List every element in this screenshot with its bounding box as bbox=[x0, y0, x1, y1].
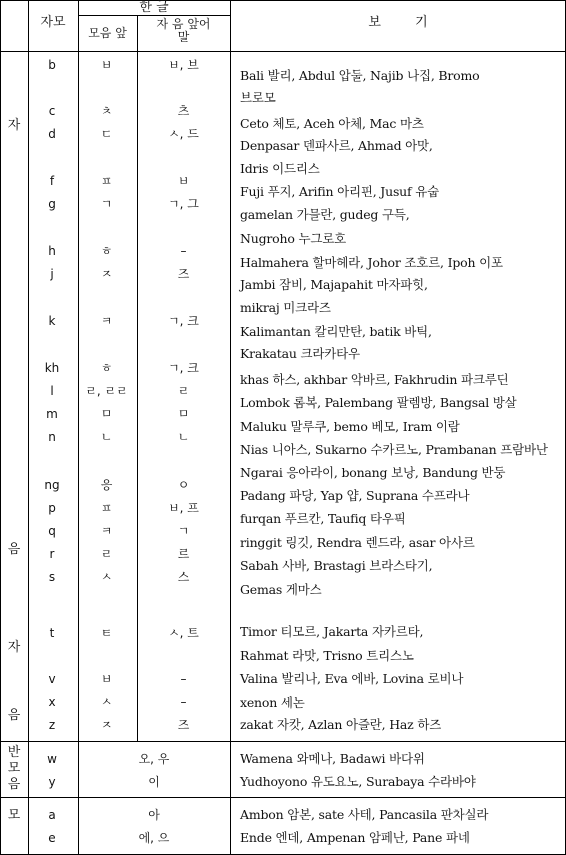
example-line: Wamena 와메나, Badawi 바다위 bbox=[240, 751, 425, 766]
before-vowel-z: ㅈ bbox=[100, 718, 113, 732]
jamo-t: t bbox=[49, 626, 55, 640]
jamo-v: v bbox=[48, 672, 56, 686]
before-vowel-q: ㅋ bbox=[100, 524, 113, 538]
hangul-y: 이 bbox=[148, 775, 160, 789]
not-before-vowel-ng: ㅇ bbox=[177, 478, 190, 492]
jamo-d: d bbox=[48, 127, 56, 141]
not-before-vowel-j: 즈 bbox=[177, 267, 190, 281]
category-ja-2: 자 bbox=[7, 640, 21, 655]
before-vowel-n: ㄴ bbox=[100, 430, 113, 444]
example-line: Gemas 게마스 bbox=[240, 582, 322, 597]
example-line: Ceto 체토, Aceh 아체, Mac 마츠 bbox=[240, 116, 424, 131]
example-line: Padang 파당, Yap 얍, Suprana 수프라나 bbox=[240, 488, 470, 503]
header-jamo: 자모 bbox=[40, 15, 66, 30]
before-vowel-kh: ㅎ bbox=[100, 361, 113, 375]
jamo-y: y bbox=[48, 775, 56, 789]
example-line: Jambi 잠비, Majapahit 마자파힛, bbox=[240, 277, 428, 292]
jamo-b: b bbox=[48, 58, 56, 72]
before-vowel-x: ㅅ bbox=[100, 695, 113, 709]
before-vowel-k: ㅋ bbox=[100, 314, 113, 328]
not-before-vowel-kh: ㄱ, 크 bbox=[168, 361, 199, 375]
jamo-q: q bbox=[48, 524, 56, 538]
jamo-g: g bbox=[48, 197, 56, 211]
example-line: Nias 니아스, Sukarno 수카르노, Prambanan 프람바난 bbox=[240, 442, 548, 457]
not-before-vowel-f: ㅂ bbox=[177, 174, 190, 188]
example-line: 브로모 bbox=[240, 90, 276, 105]
example-line: Ende 엔데, Ampenan 암페난, Pane 파네 bbox=[240, 830, 470, 845]
jamo-z: z bbox=[48, 718, 56, 732]
jamo-e: e bbox=[48, 831, 56, 845]
before-vowel-h: ㅎ bbox=[100, 244, 113, 258]
example-line: mikraj 미크라즈 bbox=[240, 300, 331, 315]
before-vowel-b: ㅂ bbox=[100, 58, 113, 72]
jamo-f: f bbox=[49, 174, 55, 188]
rule-col4 bbox=[230, 0, 231, 855]
header-before-vowel: 모음 앞 bbox=[88, 26, 127, 40]
example-line: ringgit 링깃, Rendra 렌드라, asar 아사르 bbox=[240, 535, 475, 550]
not-before-vowel-r: 르 bbox=[177, 547, 190, 561]
before-vowel-v: ㅂ bbox=[100, 672, 113, 686]
before-vowel-r: ㄹ bbox=[100, 547, 113, 561]
example-line: Timor 티모르, Jakarta 자카르타, bbox=[240, 624, 424, 639]
before-vowel-d: ㄷ bbox=[100, 127, 113, 141]
example-line: Halmahera 할마헤라, Johor 조호르, Ipoh 이포 bbox=[240, 255, 503, 270]
not-before-vowel-g: ㄱ, 그 bbox=[168, 197, 199, 211]
header-hangul: 한 글 bbox=[139, 0, 169, 15]
rule-hangul-header bbox=[78, 15, 230, 16]
before-vowel-s: ㅅ bbox=[100, 570, 113, 584]
not-before-vowel-l: ㄹ bbox=[177, 384, 190, 398]
not-before-vowel-s: 스 bbox=[177, 570, 190, 584]
jamo-c: c bbox=[48, 104, 56, 118]
example-line: Valina 발리나, Eva 에바, Lovina 로비나 bbox=[240, 671, 464, 686]
example-line: Lombok 롬복, Palembang 팔렘방, Bangsal 방살 bbox=[240, 395, 517, 410]
before-vowel-f: ㅍ bbox=[100, 174, 113, 188]
jamo-ng: ng bbox=[44, 478, 60, 492]
example-line: Ambon 암본, sate 사테, Pancasila 판차실라 bbox=[240, 807, 489, 822]
jamo-k: k bbox=[48, 314, 56, 328]
category-banmoeum: 반 모 음 bbox=[7, 745, 21, 792]
not-before-vowel-c: 츠 bbox=[177, 104, 190, 118]
not-before-vowel-p: ㅂ, 프 bbox=[168, 501, 199, 515]
category-eum: 음 bbox=[7, 542, 21, 557]
jamo-l: l bbox=[50, 384, 54, 398]
example-line: Nugroho 누그로호 bbox=[240, 231, 346, 246]
jamo-h: h bbox=[48, 244, 56, 258]
example-line: Idris 이드리스 bbox=[240, 161, 320, 176]
not-before-vowel-m: ㅁ bbox=[177, 407, 190, 421]
before-vowel-c: ㅊ bbox=[100, 104, 113, 118]
not-before-vowel-n: ㄴ bbox=[177, 430, 190, 444]
rule-left bbox=[0, 0, 1, 855]
example-line: zakat 자캇, Azlan 아즐란, Haz 하즈 bbox=[240, 717, 442, 732]
example-line: xenon 세논 bbox=[240, 695, 305, 710]
hangul-a: 아 bbox=[148, 808, 160, 822]
category-eum-2: 음 bbox=[7, 708, 21, 723]
before-vowel-m: ㅁ bbox=[100, 407, 113, 421]
hangul-e: 에, 으 bbox=[138, 831, 170, 845]
example-line: Yudhoyono 유도요노, Surabaya 수라바야 bbox=[240, 774, 476, 789]
category-mo: 모 bbox=[7, 808, 21, 823]
jamo-n: n bbox=[48, 430, 56, 444]
example-line: khas 하스, akhbar 악바르, Fakhrudin 파크루딘 bbox=[240, 372, 509, 387]
before-vowel-p: ㅍ bbox=[100, 501, 113, 515]
jamo-x: x bbox=[48, 695, 56, 709]
example-line: Sabah 사바, Brastagi 브라스타기, bbox=[240, 558, 433, 573]
example-line: Ngarai 응아라이, bonang 보낭, Bandung 반둥 bbox=[240, 465, 506, 480]
header-example: 보 기 bbox=[368, 15, 428, 30]
before-vowel-l: ㄹ, ㄹㄹ bbox=[85, 384, 128, 398]
header-not-before-vowel: 자 음 앞어 말 bbox=[156, 17, 211, 44]
not-before-vowel-q: ㄱ bbox=[177, 524, 190, 538]
hangul-w: 오, 우 bbox=[138, 752, 170, 766]
example-line: Fuji 푸지, Arifin 아리핀, Jusuf 유숩 bbox=[240, 184, 439, 199]
before-vowel-j: ㅈ bbox=[100, 267, 113, 281]
not-before-vowel-x: – bbox=[180, 695, 187, 709]
jamo-r: r bbox=[49, 547, 55, 561]
jamo-a: a bbox=[48, 808, 56, 822]
example-line: furqan 푸르칸, Taufiq 타우픽 bbox=[240, 511, 406, 526]
before-vowel-t: ㅌ bbox=[100, 626, 113, 640]
jamo-j: j bbox=[50, 267, 54, 281]
not-before-vowel-h: – bbox=[180, 244, 187, 258]
not-before-vowel-z: 즈 bbox=[177, 718, 190, 732]
not-before-vowel-t: ㅅ, 트 bbox=[168, 626, 199, 640]
jamo-m: m bbox=[46, 407, 58, 421]
not-before-vowel-b: ㅂ, 브 bbox=[168, 58, 199, 72]
rule-header-bottom bbox=[0, 51, 566, 52]
before-vowel-g: ㄱ bbox=[100, 197, 113, 211]
jamo-kh: kh bbox=[44, 361, 60, 375]
rule-semivowel-bottom bbox=[0, 797, 566, 798]
jamo-p: p bbox=[48, 501, 56, 515]
jamo-s: s bbox=[48, 570, 56, 584]
example-line: Kalimantan 칼리만탄, batik 바틱, bbox=[240, 324, 432, 339]
jamo-w: w bbox=[47, 752, 57, 766]
category-ja: 자 bbox=[7, 118, 21, 133]
example-line: Denpasar 덴파사르, Ahmad 아맛, bbox=[240, 138, 433, 153]
example-line: Rahmat 라맛, Trisno 트리스노 bbox=[240, 648, 414, 663]
not-before-vowel-v: – bbox=[180, 672, 187, 686]
example-line: Krakatau 크라카타우 bbox=[240, 346, 360, 361]
example-line: Bali 발리, Abdul 압둘, Najib 나집, Bromo bbox=[240, 68, 480, 83]
rule-consonant-bottom bbox=[0, 741, 566, 742]
example-line: Maluku 말루쿠, bemo 베모, Iram 이람 bbox=[240, 419, 460, 434]
before-vowel-ng: 응 bbox=[100, 478, 113, 492]
not-before-vowel-k: ㄱ, 크 bbox=[168, 314, 199, 328]
example-line: gamelan 가믈란, gudeg 구득, bbox=[240, 207, 410, 222]
not-before-vowel-d: ㅅ, 드 bbox=[168, 127, 199, 141]
